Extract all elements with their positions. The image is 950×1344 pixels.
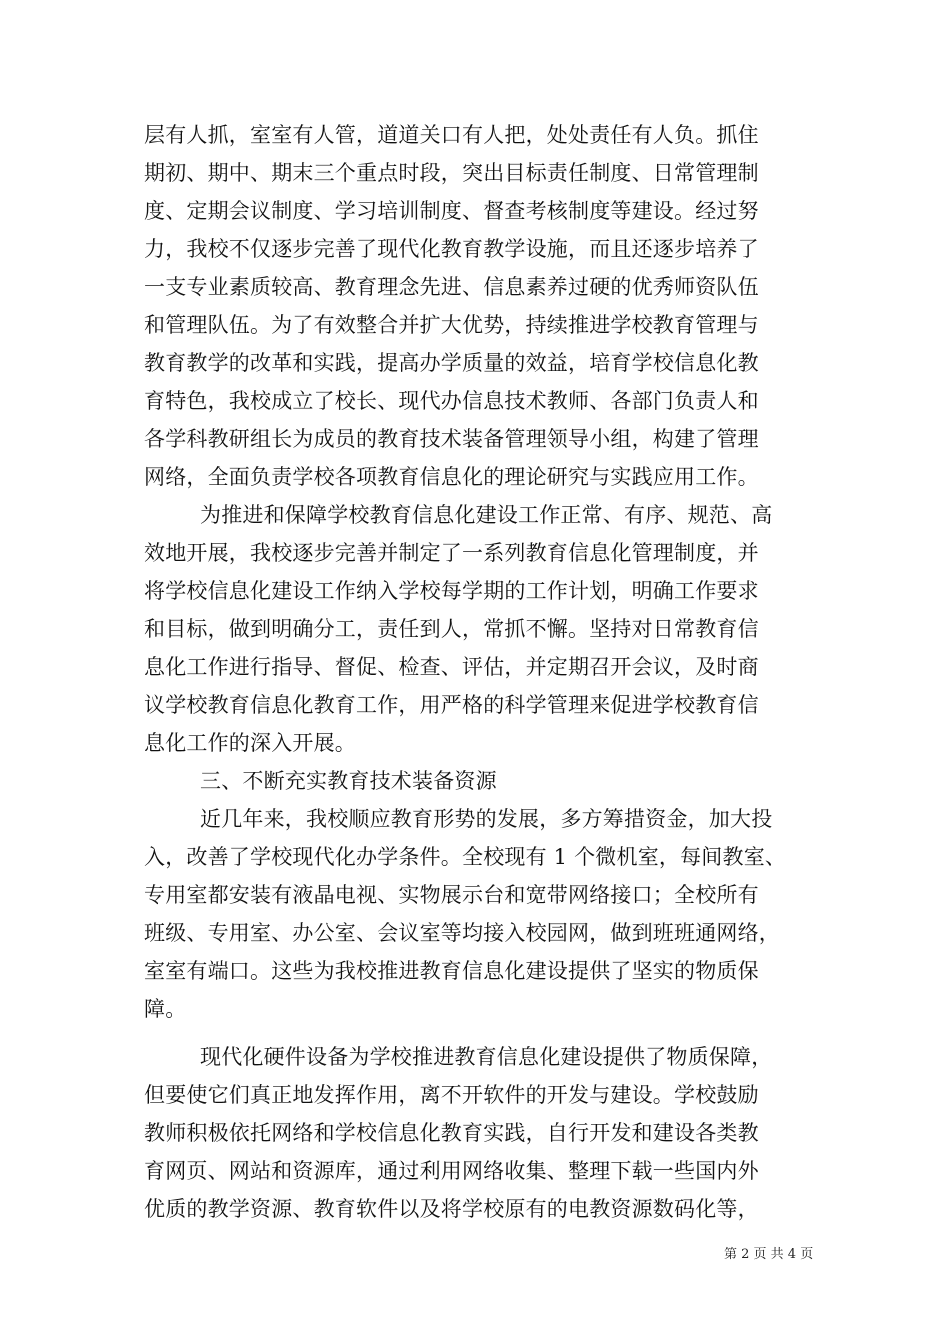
text-line: 优质的教学资源、教育软件以及将学校原有的电教资源数码化等， — [144, 1197, 759, 1221]
text-line: 期初、期中、期末三个重点时段，突出目标责任制度、日常管理制 — [144, 161, 759, 185]
text-line: 息化工作进行指导、督促、检查、评估，并定期召开会议，及时商 — [144, 655, 759, 679]
text-line: 入，改善了学校现代化办学条件。全校现有 1 个微机室，每间教室、 — [144, 845, 787, 869]
text-line: 育网页、网站和资源库，通过利用网络收集、整理下载一些国内外 — [144, 1159, 759, 1183]
text-line: 一支专业素质较高、教育理念先进、信息素养过硬的优秀师资队伍 — [144, 275, 759, 299]
text-line: 班级、专用室、办公室、会议室等均接入校园网，做到班班通网络， — [144, 921, 780, 945]
text-line: 息化工作的深入开展。 — [144, 731, 356, 755]
text-line: 度、定期会议制度、学习培训制度、督查考核制度等建设。经过努 — [144, 199, 759, 223]
text-line: 将学校信息化建设工作纳入学校每学期的工作计划，明确工作要求 — [144, 579, 759, 603]
text-line: 育特色，我校成立了校长、现代办信息技术教师、各部门负责人和 — [144, 389, 759, 413]
text-line: 障。 — [144, 997, 187, 1021]
text-line: 教师积极依托网络和学校信息化教育实践，自行开发和建设各类教 — [144, 1121, 759, 1145]
text-line: 教育教学的改革和实践，提高办学质量的效益，培育学校信息化教 — [144, 351, 759, 375]
text-line: 效地开展，我校逐步完善并制定了一系列教育信息化管理制度，并 — [144, 541, 759, 565]
text-line: 和管理队伍。为了有效整合并扩大优势，持续推进学校教育管理与 — [144, 313, 759, 337]
text-line: 室室有端口。这些为我校推进教育信息化建设提供了坚实的物质保 — [144, 959, 759, 983]
section-heading: 三、不断充实教育技术装备资源 — [200, 769, 497, 793]
text-line: 层有人抓，室室有人管，道道关口有人把，处处责任有人负。抓住 — [144, 123, 759, 147]
text-line: 各学科教研组长为成员的教育技术装备管理领导小组，构建了管理 — [144, 427, 759, 451]
text-line: 网络，全面负责学校各项教育信息化的理论研究与实践应用工作。 — [144, 465, 759, 489]
text-line: 力，我校不仅逐步完善了现代化教育教学设施，而且还逐步培养了 — [144, 237, 759, 261]
text-line: 议学校教育信息化教育工作，用严格的科学管理来促进学校教育信 — [144, 693, 759, 717]
paragraph-start-line: 现代化硬件设备为学校推进教育信息化建设提供了物质保障， — [200, 1045, 773, 1069]
text-line: 但要使它们真正地发挥作用，离不开软件的开发与建设。学校鼓励 — [144, 1083, 759, 1107]
text-line: 专用室都安装有液晶电视、实物展示台和宽带网络接口；全校所有 — [144, 883, 759, 907]
text-line: 和目标，做到明确分工，责任到人，常抓不懈。坚持对日常教育信 — [144, 617, 759, 641]
page-number: 第 2 页 共 4 页 — [724, 1247, 814, 1262]
paragraph-start-line: 近几年来，我校顺应教育形势的发展，多方筹措资金，加大投 — [200, 807, 773, 831]
paragraph-start-line: 为推进和保障学校教育信息化建设工作正常、有序、规范、高 — [200, 503, 773, 527]
